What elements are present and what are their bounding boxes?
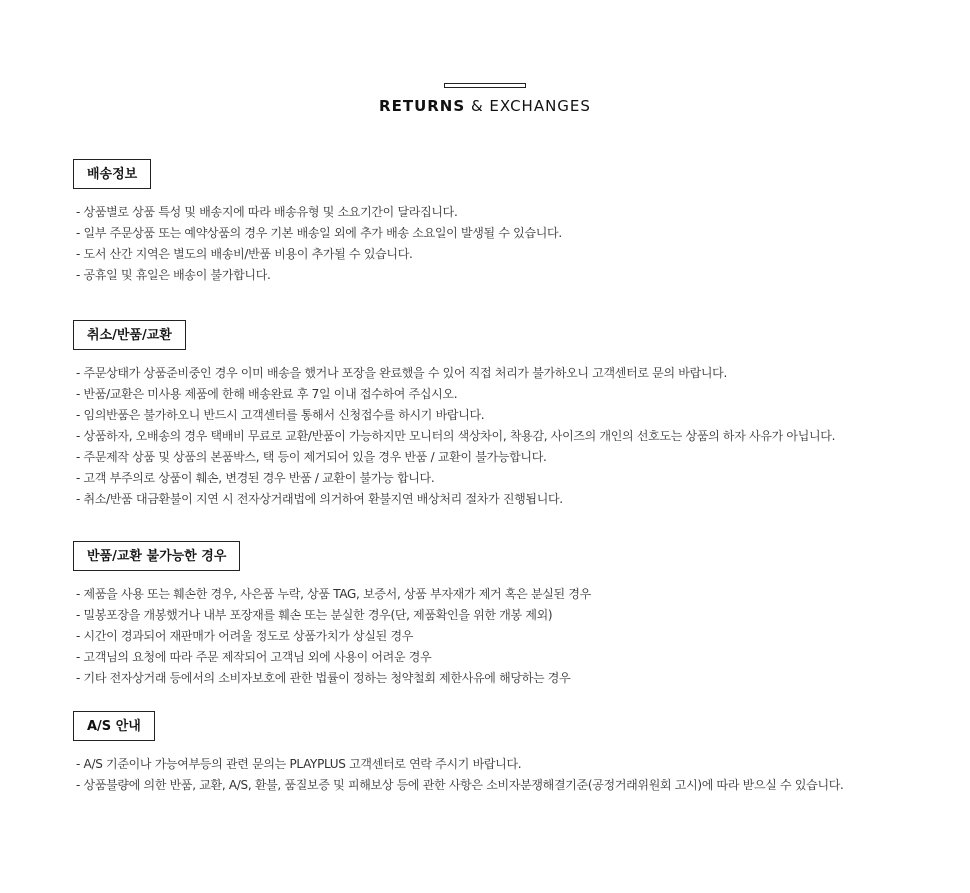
page-title-rest: & EXCHANGES (465, 97, 591, 115)
list-item: - 기타 전자상거래 등에서의 소비자보호에 관한 법률이 정하는 청약철회 제한사유에 해당하는 경우 (76, 668, 953, 689)
list-item: - 주문상태가 상품준비중인 경우 이미 배송을 했거나 포장을 완료했을 수 있어 직접 처리가 불가하오니 고객센터로 문의 바랍니다. (76, 363, 953, 384)
shipping-info-list (76, 202, 953, 286)
cancel-return-list (76, 363, 953, 510)
section-title-shipping: 배송정보 (73, 159, 151, 189)
list-item: - 주문제작 상품 및 상품의 본품박스, 택 등이 제거되어 있을 경우 반품 / 교환이 불가능합니다. (76, 447, 953, 468)
list-item: - A/S 기준이나 가능여부등의 관련 문의는 PLAYPLUS 고객센터로 연락 주시기 바랍니다. (76, 754, 953, 775)
list-item: - 제품을 사용 또는 훼손한 경우, 사은품 누락, 상품 TAG, 보증서, 상품 부자재가 제거 혹은 분실된 경우 (76, 584, 953, 605)
list-item: - 임의반품은 불가하오니 반드시 고객센터를 통해서 신청접수를 하시기 바랍니다. (76, 405, 953, 426)
list-item: - 고객님의 요청에 따라 주문 제작되어 고객님 외에 사용이 어려운 경우 (76, 647, 953, 668)
section-shipping-info (73, 159, 953, 286)
list-item: - 반품/교환은 미사용 제품에 한해 배송완료 후 7일 이내 접수하여 주십시오. (76, 384, 953, 405)
section-title-after-service: A/S 안내 (73, 711, 155, 741)
list-item: - 상품불량에 의한 반품, 교환, A/S, 환불, 품질보증 및 피해보상 등에 관한 사항은 소비자분쟁해결기준(공정거래위원회 고시)에 따라 받으실 수 있습니다. (76, 775, 953, 796)
non-returnable-list (76, 584, 953, 689)
list-item: - 고객 부주의로 상품이 훼손, 변경된 경우 반품 / 교환이 불가능 합니다. (76, 468, 953, 489)
list-item: - 밀봉포장을 개봉했거나 내부 포장재를 훼손 또는 분실한 경우(단, 제품확인을 위한 개봉 제외) (76, 605, 953, 626)
page-header (0, 83, 970, 115)
page-title-strong: RETURNS (379, 97, 466, 115)
section-cancel-return-exchange (73, 320, 953, 510)
section-title-non-returnable: 반품/교환 불가능한 경우 (73, 541, 240, 571)
section-title-cancel-return: 취소/반품/교환 (73, 320, 186, 350)
section-non-returnable (73, 541, 953, 689)
list-item: - 상품별로 상품 특성 및 배송지에 따라 배송유형 및 소요기간이 달라집니다. (76, 202, 953, 223)
list-item: - 공휴일 및 휴일은 배송이 불가합니다. (76, 265, 953, 286)
list-item: - 취소/반품 대금환불이 지연 시 전자상거래법에 의거하여 환불지연 배상처리 절차가 진행됩니다. (76, 489, 953, 510)
section-after-service (73, 711, 953, 796)
list-item: - 도서 산간 지역은 별도의 배송비/반품 비용이 추가될 수 있습니다. (76, 244, 953, 265)
page-title (0, 97, 970, 115)
header-decoration-bar (444, 83, 526, 88)
list-item: - 시간이 경과되어 재판매가 어려울 정도로 상품가치가 상실된 경우 (76, 626, 953, 647)
list-item: - 상품하자, 오배송의 경우 택배비 무료로 교환/반품이 가능하지만 모니터의 색상차이, 착용감, 사이즈의 개인의 선호도는 상품의 하자 사유가 아닙니다. (76, 426, 953, 447)
list-item: - 일부 주문상품 또는 예약상품의 경우 기본 배송일 외에 추가 배송 소요일이 발생될 수 있습니다. (76, 223, 953, 244)
after-service-list (76, 754, 953, 796)
